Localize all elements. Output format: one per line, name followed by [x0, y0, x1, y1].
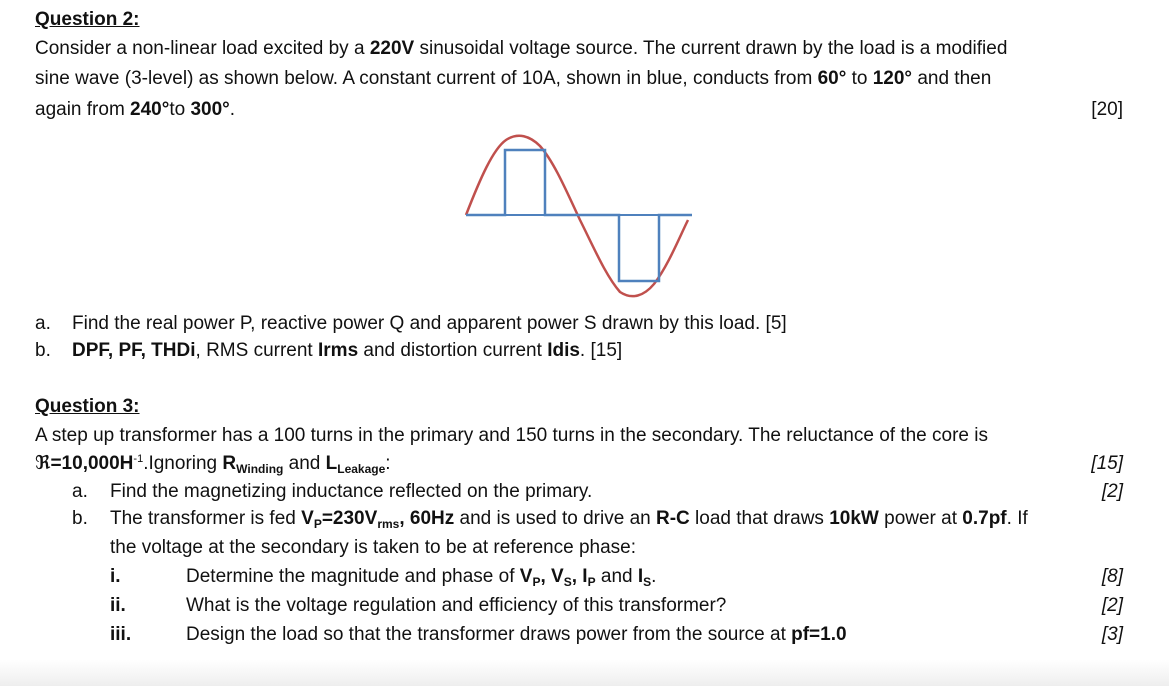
- q3-part-a-text: Find the magnetizing inductance reflected on the primary.: [110, 481, 593, 502]
- q3-part-a-marks: [2]: [1101, 481, 1123, 502]
- question-2-heading: Question 2:: [35, 9, 140, 30]
- q2-part-a-text: Find the real power P, reactive power Q and apparent power S drawn by this load. [5]: [72, 313, 787, 334]
- q3-paragraph-line-2: $ℜ=10,000H^{-1}.Ignoring$ $R_{Winding}$ and $L_{Leakage}$:: [35, 453, 391, 476]
- q3-sub-ii-marks: [2]: [1101, 595, 1123, 616]
- q2-paragraph-line-3: again from 240°to 300°.: [35, 99, 236, 120]
- q2-part-b-marker: b.: [35, 340, 51, 361]
- q3-sub-iii-marks: [3]: [1101, 624, 1123, 645]
- q2-marks: [20]: [1091, 99, 1123, 120]
- q2-paragraph-line-2: sine wave (3-level) as shown below. A constant current of 10A, shown in blue, conducts from 60° to 120° and then: [35, 68, 992, 89]
- q3-sub-ii-text: What is the voltage regulation and efficiency of this transformer?: [186, 595, 727, 616]
- q2-part-a-marker: a.: [35, 313, 51, 334]
- q3-sub-iii-text: Design the load so that the transformer draws power from the source at pf=1.0: [186, 624, 847, 645]
- waveform-figure: [460, 124, 696, 304]
- q2-paragraph-line-1: Consider a non-linear load excited by a 220V sinusoidal voltage source. The current drawn by the load is a modified: [35, 38, 1008, 59]
- q3-sub-ii-marker: ii.: [110, 595, 126, 616]
- question-3-heading: Question 3:: [35, 396, 140, 417]
- q3-sub-i-marker: i.: [110, 566, 121, 587]
- q3-sub-iii-marker: iii.: [110, 624, 132, 645]
- q3-part-b-text: The transformer is fed $V_P=230V_{rms}$, 60Hz and is used to drive an R-C load that draws 10kW power at 0.7pf. If: [110, 508, 1028, 531]
- q3-sub-i-marks: [8]: [1101, 566, 1123, 587]
- q3-marks: [15]: [1091, 453, 1123, 474]
- q3-part-a-marker: a.: [72, 481, 88, 502]
- q3-part-b-marker: b.: [72, 508, 88, 529]
- q3-sub-i-text: Determine the magnitude and phase of $V_P$, $V_S$, $I_P$ and $I_S$.: [186, 566, 657, 589]
- page-bottom-shadow: [0, 660, 1169, 686]
- q2-part-b-text: DPF, PF, THDi, RMS current Irms and distortion current Idis. [15]: [72, 340, 623, 361]
- q3-paragraph-line-1: A step up transformer has a 100 turns in the primary and 150 turns in the secondary. The reluctance of the core is: [35, 425, 988, 446]
- q3-part-b-line-2: the voltage at the secondary is taken to be at reference phase:: [110, 537, 637, 558]
